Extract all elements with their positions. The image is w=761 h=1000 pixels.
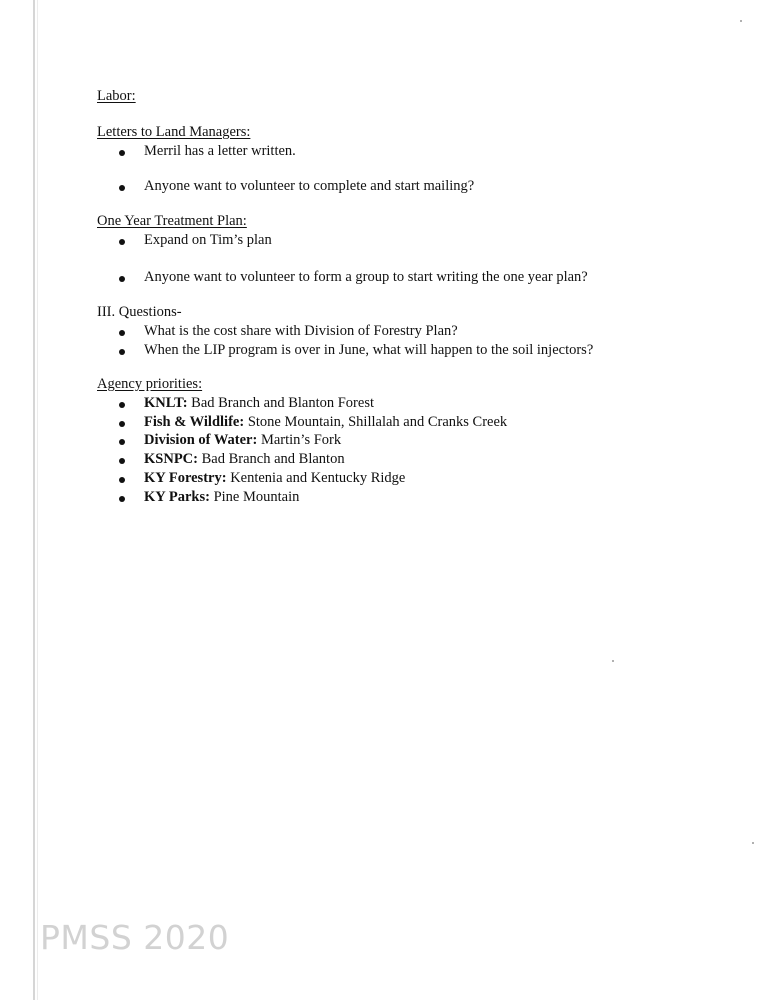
bullet-icon [119,239,125,245]
bullet-icon [119,276,125,282]
bullet-icon [119,330,125,336]
letters-item: Anyone want to volunteer to complete and start mailing? [144,178,475,194]
bullet-icon [119,185,125,191]
agency-separator: : [205,489,214,505]
bullet-icon [119,421,125,427]
agency-name: Fish & Wildlife [144,414,240,430]
agency-separator: : [221,470,231,486]
labor-heading: Labor: [97,88,136,104]
scan-speck [752,842,754,844]
agency-separator: : [193,451,202,467]
agency-areas: Stone Mountain, Shillalah and Cranks Creek [247,414,508,430]
agency-areas: Kentenia and Kentucky Ridge [230,470,406,486]
questions-item: When the LIP program is over in June, what will happen to the soil injectors? [144,342,594,358]
one-year-item: Anyone want to volunteer to form a group to start writing the one year plan? [144,269,588,285]
one-year-heading: One Year Treatment Plan: [97,213,247,229]
bullet-icon [119,402,125,408]
agency-item [144,470,405,487]
scan-speck [612,660,614,662]
agency-name: Division of Water [144,432,253,448]
scan-speck [740,20,742,22]
bullet-icon [119,439,125,445]
agency-areas: Pine Mountain [213,489,300,505]
bullet-icon [119,477,125,483]
letters-item: Merril has a letter written. [144,143,296,159]
agency-separator: : [182,395,192,411]
agency-name: KSNPC [144,451,194,467]
agency-item [144,395,374,412]
watermark: PMSS 2020 [40,918,230,957]
questions-item: What is the cost share with Division of Forestry Plan? [144,323,458,339]
bullet-icon [119,150,125,156]
agency-areas: Bad Branch and Blanton Forest [191,395,374,411]
scan-edge-line-faint [37,0,38,1000]
questions-heading: III. Questions- [97,304,182,320]
agency-separator: : [239,414,248,430]
one-year-item: Expand on Tim’s plan [144,232,272,248]
agency-item [144,432,341,449]
bullet-icon [119,496,125,502]
agency-item [144,451,345,468]
agency-name: KY Parks [144,489,206,505]
agency-areas: Martin’s Fork [260,432,342,448]
bullet-icon [119,349,125,355]
bullet-icon [119,458,125,464]
agency-areas: Bad Branch and Blanton [201,451,345,467]
agency-item [144,414,507,431]
agency-name: KY Forestry [144,470,222,486]
letters-heading: Letters to Land Managers: [97,124,251,140]
agency-item [144,489,299,506]
agency-separator: : [252,432,261,448]
scan-edge-line [33,0,35,1000]
agency-name: KNLT [144,395,183,411]
agency-heading: Agency priorities: [97,376,203,392]
